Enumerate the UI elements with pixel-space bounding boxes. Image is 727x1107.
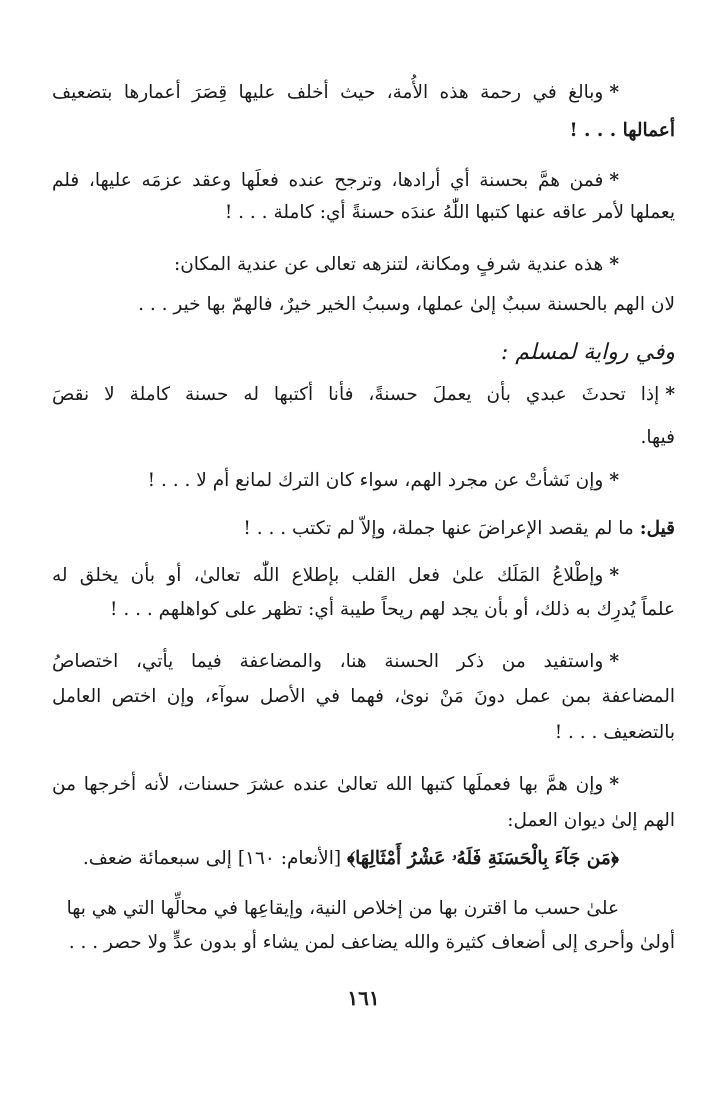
- paragraph-11-line-1: [52, 772, 619, 798]
- paragraph-2-line-1: [52, 168, 619, 194]
- paragraph-6-line-2: فيها.: [640, 427, 675, 448]
- quran-verse-line: [83, 846, 619, 872]
- quran-verse: ﴿مَن جَآءَ بِالْحَسَنَةِ فَلَهُۥ عَشْرُ أَمْثَالِهَا﴾: [346, 848, 619, 869]
- paragraph-2-line-2: يعملها لأمر عاقه عنها كتبها اللّٰهُ عندَه حسنةً أي: كاملة . . . !: [224, 202, 675, 223]
- verse-citation: [الأنعام: ١٦٠] إلى سبعمائة ضعف.: [82, 848, 342, 869]
- bullet-star-icon: *: [609, 565, 619, 586]
- bullet-star-icon: *: [609, 470, 619, 491]
- paragraph-text: إذا تحدثَ عبدي بأن يعملَ حسنةً، فأنا أكتبها له حسنة كاملة لا نقصَ: [52, 384, 660, 405]
- paragraph-label: قيل:: [639, 518, 675, 539]
- paragraph-text: وإطْلاعُ المَلَك علىٰ فعل القلب بإطلاع اللّٰه تعالىٰ، أو بأن يخلق له: [52, 565, 604, 586]
- paragraph-text: وإن همَّ بها فعملَها كتبها الله تعالىٰ عنده عشرَ حسنات، لأنه أخرجها من: [52, 774, 604, 795]
- paragraph-6-line-1: [52, 382, 675, 408]
- bullet-star-icon: *: [609, 82, 619, 103]
- paragraph-text: هذه عندية شرفٍ ومكانة، لتنزهه تعالى عن عندية المكان:: [173, 254, 604, 275]
- paragraph-text: وإن نَشأتْ عن مجرد الهم، سواء كان الترك لمانع أم لا . . . !: [147, 470, 604, 491]
- paragraph-7-line-1: [148, 468, 619, 494]
- paragraph-text: واستفيد من ذكر الحسنة هنا، والمضاعفة فيما يأتي، اختصاصُ: [52, 651, 604, 672]
- paragraph-1-line-1: [52, 80, 619, 106]
- paragraph-4-line-1: لان الهم بالحسنة سببٌ إلىٰ عملها، وسببُ الخير خيرٌ، فالهمّ بها خير . . .: [138, 294, 675, 315]
- paragraph-10-line-3: بالتضعيف . . . !: [554, 722, 675, 743]
- paragraph-1-line-2: أعمالها . . . !: [569, 120, 675, 141]
- paragraph-11-line-2: الهم إلىٰ ديوان العمل:: [507, 810, 675, 831]
- bullet-star-icon: *: [665, 384, 675, 405]
- paragraph-9-line-2: علماً يُدرِك به ذلك، أو بأن يجد لهم ريحاً طيبة أي: تظهر على كواهلهم . . . !: [110, 599, 675, 620]
- section-heading: وفي رواية لمسلم :: [500, 340, 675, 365]
- bullet-star-icon: *: [609, 170, 619, 191]
- bullet-star-icon: *: [609, 774, 619, 795]
- paragraph-text: فمن همَّ بحسنة أي أرادها، وترجح عنده فعلَها وعقد عزمَه عليها، فلم: [52, 170, 604, 191]
- paragraph-12-line-2: أولىٰ وأحرى إلى أضعاف كثيرة والله يضاعف لمن يشاء أو بدون عدٍّ ولا حصر . . .: [68, 932, 675, 953]
- paragraph-10-line-2: المضاعفة بمن عمل دونَ مَنْ نوىٰ، فهما في الأصل سوآء، وإن اختص العامل: [52, 686, 675, 707]
- paragraph-text: وبالغ في رحمة هذه الأُمة، حيث أخلف عليها قِصَرَ أعمارها بتضعيف: [52, 82, 604, 103]
- paragraph-8-line-1: [243, 516, 675, 542]
- bullet-star-icon: *: [609, 651, 619, 672]
- paragraph-10-line-1: [52, 649, 619, 675]
- bullet-star-icon: *: [609, 254, 619, 275]
- paragraph-12-line-1: علىٰ حسب ما اقترن بها من إخلاص النية، وإيقاعِها في محالِّها التي هي بها: [66, 898, 619, 919]
- paragraph-9-line-1: [52, 563, 619, 589]
- paragraph-3-line-1: [174, 252, 619, 278]
- paragraph-text: ما لم يقصد الإعراضَ عنها جملة، وإلاّ لم تكتب . . . !: [243, 518, 634, 539]
- page-number: ١٦١: [347, 986, 380, 1010]
